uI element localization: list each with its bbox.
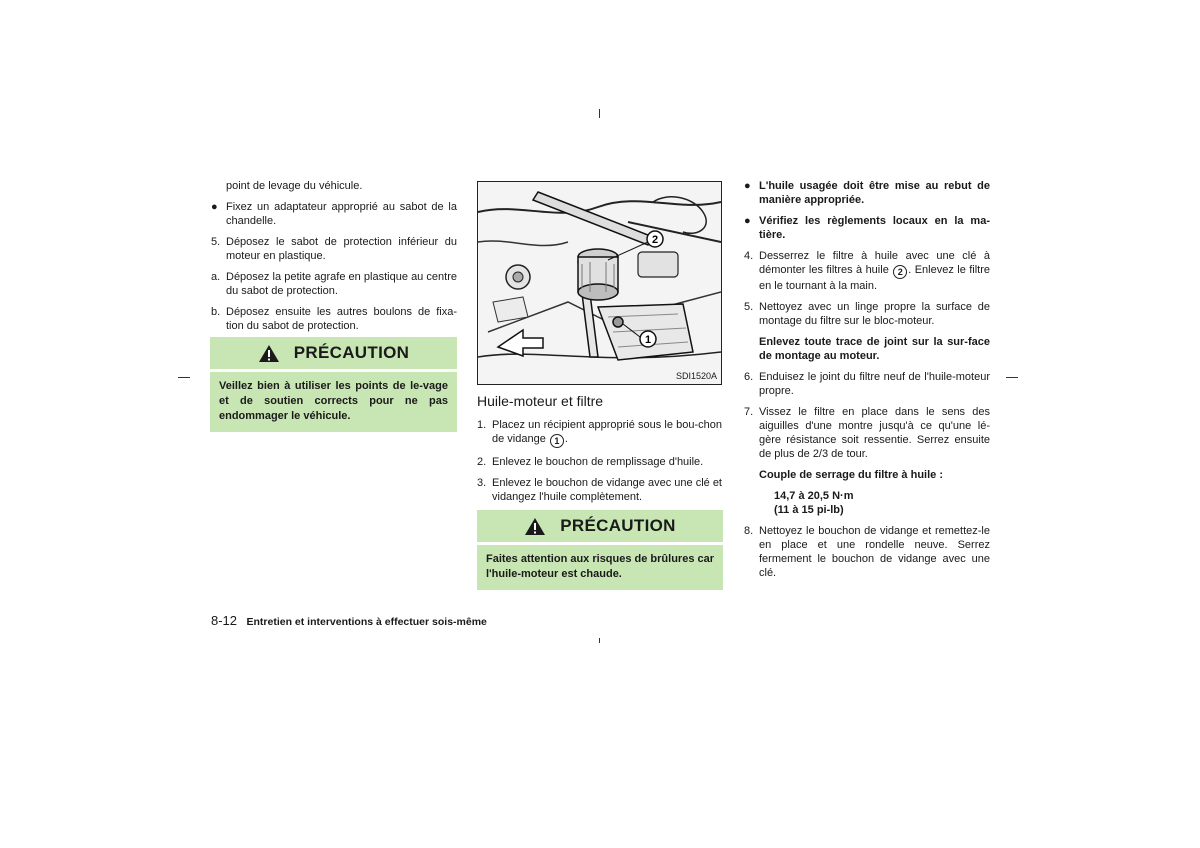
list-item (211, 305, 457, 333)
list-item (211, 270, 457, 298)
warning-triangle-icon (258, 344, 280, 363)
list-item (744, 300, 990, 328)
list-item-text: Placez un récipient approprié sous le bou-chon de vidange 1 . (492, 419, 722, 446)
figure-code: SDI1520A (675, 371, 717, 381)
page-footer (211, 612, 487, 630)
list-item-text: L'huile usagée doit être mise au rebut de manière appropriée. (759, 180, 990, 206)
caution-box (477, 510, 723, 590)
list-item-number: 6. (744, 371, 754, 383)
list-item-letter: b. (211, 306, 221, 318)
torque-value-imperial: (11 à 15 pi-lb) (774, 504, 844, 516)
middle-column-list (477, 418, 722, 504)
list-item-text: Desserrez le filtre à huile avec une clé à démonter les filtres à huile 2 . Enlevez le filtre en le tournant à la main. (759, 250, 990, 292)
list-item (744, 524, 990, 580)
list-item-number: 3. (477, 477, 487, 489)
circled-number-icon: 1 (550, 434, 564, 448)
list-item-number: 5. (211, 236, 221, 248)
torque-title: Couple de serrage du filtre à huile : (759, 469, 943, 481)
list-item-text: Nettoyez avec un linge propre la surface de montage du filtre sur le bloc-moteur. (759, 301, 990, 327)
caution-text: Veillez bien à utiliser les points de le-vage et de soutien corrects pour ne pas endommager le véhicule. (210, 372, 457, 432)
list-item (211, 235, 457, 263)
caution-header (477, 510, 723, 542)
caution-title: PRÉCAUTION (293, 343, 410, 362)
section-name: Entretien et interventions à effectuer sois-même (246, 616, 487, 628)
list-item-text: Déposez le sabot de protection inférieur du moteur en plastique. (226, 236, 457, 262)
list-item (744, 370, 990, 398)
list-item-text: Vérifiez les règlements locaux en la ma-tière. (759, 215, 990, 241)
list-item (744, 405, 990, 461)
list-item-number: 1. (477, 419, 487, 431)
section-title: Huile-moteur et filtre (477, 393, 604, 409)
list-item-text: Déposez ensuite les autres boulons de fixa-tion du sabot de protection. (226, 306, 457, 332)
list-item-text: Fixez un adaptateur approprié au sabot de la chandelle. (226, 201, 457, 227)
page-number: 8-12 (211, 613, 238, 628)
crop-mark-left (178, 377, 190, 378)
crop-mark-top (599, 109, 600, 118)
crop-mark-bottom (599, 638, 600, 643)
left-column (211, 179, 457, 333)
list-item-number: 5. (744, 301, 754, 313)
list-item-number: 2. (477, 456, 487, 468)
list-item-text: Nettoyez le bouchon de vidange et remettez-le en place et une rondelle neuve. Serrez fermement le bouchon de vidange avec une clé. (759, 525, 990, 579)
list-item-text: Enduisez le joint du filtre neuf de l'huile-moteur propre. (759, 371, 990, 397)
list-item-number: 4. (744, 250, 754, 262)
list-item (744, 249, 990, 293)
list-item-text: Enlevez le bouchon de vidange avec une clé et vidangez l'huile complètement. (492, 477, 722, 503)
oil-filter-drawing (478, 182, 721, 384)
caution-title: PRÉCAUTION (560, 516, 676, 535)
crop-mark-right (1006, 377, 1018, 378)
list-item-text: Enlevez le bouchon de remplissage d'huile. (492, 456, 704, 468)
list-item (477, 455, 722, 469)
list-item (744, 214, 990, 242)
torque-value: 14,7 à 20,5 N·m (774, 490, 854, 502)
circled-number-icon: 2 (893, 265, 907, 279)
list-item (211, 200, 457, 228)
callout-2-label: 2 (651, 234, 659, 246)
warning-triangle-icon (524, 517, 546, 536)
list-item (744, 179, 990, 207)
continuation-text: point de levage du véhicule. (226, 180, 363, 192)
step-note: Enlevez toute trace de joint sur la sur-face de montage au moteur. (759, 336, 990, 362)
list-item (477, 476, 722, 504)
bullet-icon: ● (211, 201, 218, 213)
list-item (477, 418, 722, 448)
list-item-number: 7. (744, 406, 754, 418)
list-item-text: Déposez la petite agrafe en plastique au centre du sabot de protection. (226, 271, 457, 297)
right-column (744, 179, 990, 580)
list-item-text: Vissez le filtre en place dans le sens des aiguilles d'une montre jusqu'à ce qu'une lé-gère résistance soit ressentie. Serrez ensuite de plus de 2/3 de tour. (759, 406, 990, 460)
caution-text: Faites attention aux risques de brûlures car l'huile-moteur est chaude. (477, 545, 723, 590)
bullet-icon: ● (744, 180, 751, 192)
list-item-letter: a. (211, 271, 221, 283)
engine-illustration (477, 181, 722, 385)
callout-1-label: 1 (644, 334, 652, 346)
list-item-number: 8. (744, 525, 754, 537)
caution-header (210, 337, 457, 369)
caution-box (210, 337, 457, 432)
bullet-icon: ● (744, 215, 751, 227)
